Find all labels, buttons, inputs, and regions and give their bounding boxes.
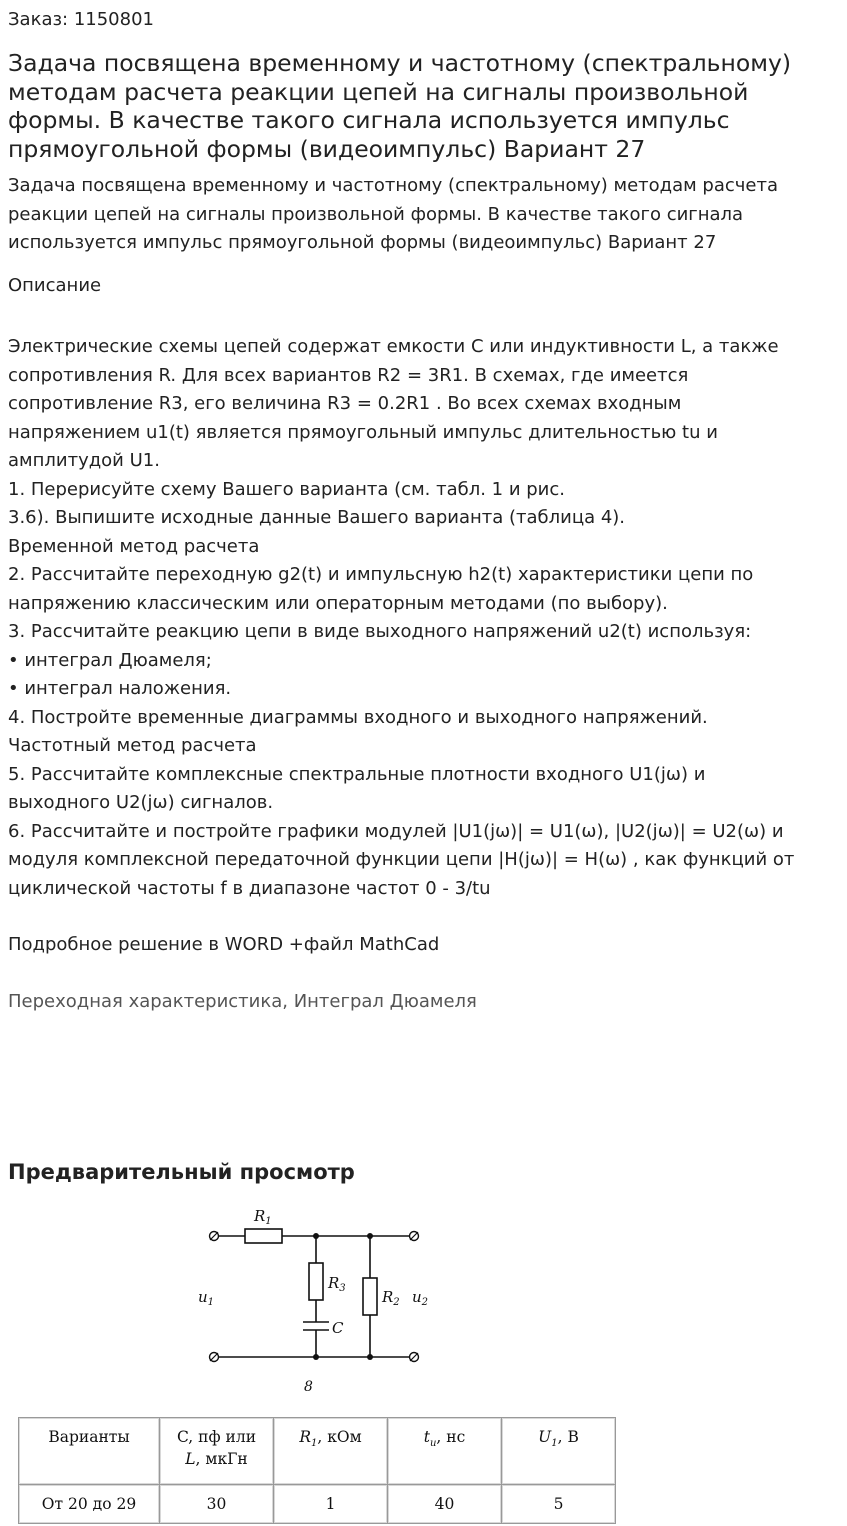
description-body [8, 333, 840, 903]
order-number: Заказ: 1150801 [8, 9, 154, 30]
solution-note: Подробное решение в WORD +файл MathCad [8, 934, 440, 955]
tag-list [8, 988, 477, 1016]
intro-text: Задача посвящена временному и частотному (спектральному) методам расчета реакции цепей на сигналы произвольной формы. В качестве такого сигнала используется импульс прямоугольной формы (видеоимпульс) Вариант 27 [8, 175, 779, 253]
table-row [19, 1485, 616, 1524]
node-dot [313, 1354, 319, 1360]
node-dot [313, 1233, 319, 1239]
description-line: напряжению классическим или операторным методами (по выбору). [8, 592, 668, 614]
header-tu: $t_u$, нс [388, 1418, 502, 1485]
resistor-r3 [309, 1263, 323, 1300]
description-line: 3.6). Выпишите исходные данные Вашего варианта (таблица 4). [8, 507, 626, 528]
description-line: 5. Рассчитайте комплексные спектральные плотности входного U1(jω) и [8, 763, 706, 785]
description-line: Частотный метод расчета [8, 735, 257, 756]
resistor-r2 [363, 1278, 377, 1315]
description-line: Электрические схемы цепей содержат емкости C или индуктивности L, а также [8, 336, 779, 357]
cell-r1: 1 [274, 1485, 388, 1524]
description-line: модуля комплексной передаточной функции цепи |H(jω)| = H(ω) , как функций от [8, 849, 795, 870]
header-c: C, пф или L, мкГн [160, 1418, 274, 1485]
preview-heading: Предварительный просмотр [8, 1160, 355, 1184]
tag-link[interactable]: Переходная характеристика [8, 991, 283, 1012]
parameters-table [18, 1417, 616, 1524]
description-line: • интеграл наложения. [8, 678, 232, 699]
description-line: амплитудой U1. [8, 450, 160, 471]
label-c: C [332, 1319, 344, 1337]
header-r1: $R_1$, кОм [274, 1418, 388, 1485]
header-variants: Варианты [19, 1418, 160, 1485]
label-r3: $R_3$ [328, 1274, 346, 1294]
tag-link[interactable]: Интеграл Дюамеля [293, 991, 477, 1012]
description-line: сопротивление R3, его величина R3 = 0.2R1 . Во всех схемах входным [8, 393, 682, 414]
cell-u1: 5 [502, 1485, 616, 1524]
figure-number: 8 [304, 1379, 313, 1395]
label-r2: $R_2$ [382, 1288, 400, 1308]
label-u2: $u_2$ [412, 1288, 429, 1308]
description-line: Временной метод расчета [8, 535, 260, 557]
description-line: 3. Рассчитайте реакцию цепи в виде выходного напряжений u2(t) используя: [8, 621, 752, 642]
description-line: 4. Постройте временные диаграммы входного и выходного напряжений. [8, 706, 708, 728]
circuit-diagram [190, 1198, 450, 1398]
description-line: сопротивления R. Для всех вариантов R2 = 3R1. В схемах, где имеется [8, 364, 689, 386]
description-heading: Описание [8, 275, 102, 296]
description-line: выходного U2(jω) сигналов. [8, 792, 274, 813]
description-line: циклической частоты f в диапазоне частот 0 - 3/tu [8, 877, 491, 899]
page-title: Задача посвящена временному и частотному (спектральному) методам расчета реакции цепей на сигналы произвольной формы. В качестве такого сигнала используется импульс прямоугольной формы (видеоимпульс) Вариант 27 [8, 49, 792, 163]
tag-separator: , [282, 991, 294, 1012]
description-line: 6. Рассчитайте и постройте графики модулей |U1(jω)| = U1(ω), |U2(jω)| = U2(ω) и [8, 820, 784, 842]
label-u1: $u_1$ [198, 1288, 215, 1308]
node-dot [367, 1233, 373, 1239]
description-line: напряжением u1(t) является прямоугольный импульс длительностью tu и [8, 421, 718, 443]
table-header-row [19, 1418, 616, 1485]
resistor-r1 [245, 1229, 282, 1243]
header-u1: $U_1$, В [502, 1418, 616, 1485]
description-line: • интеграл Дюамеля; [8, 649, 212, 671]
cell-variants: От 20 до 29 [19, 1485, 160, 1524]
description-line: 1. Перерисуйте схему Вашего варианта (см. табл. 1 и рис. [8, 478, 565, 500]
description-line: 2. Рассчитайте переходную g2(t) и импульсную h2(t) характеристики цепи по [8, 564, 754, 585]
node-dot [367, 1354, 373, 1360]
label-r1: $R_1$ [254, 1207, 272, 1227]
cell-c: 30 [160, 1485, 274, 1524]
cell-tu: 40 [388, 1485, 502, 1524]
